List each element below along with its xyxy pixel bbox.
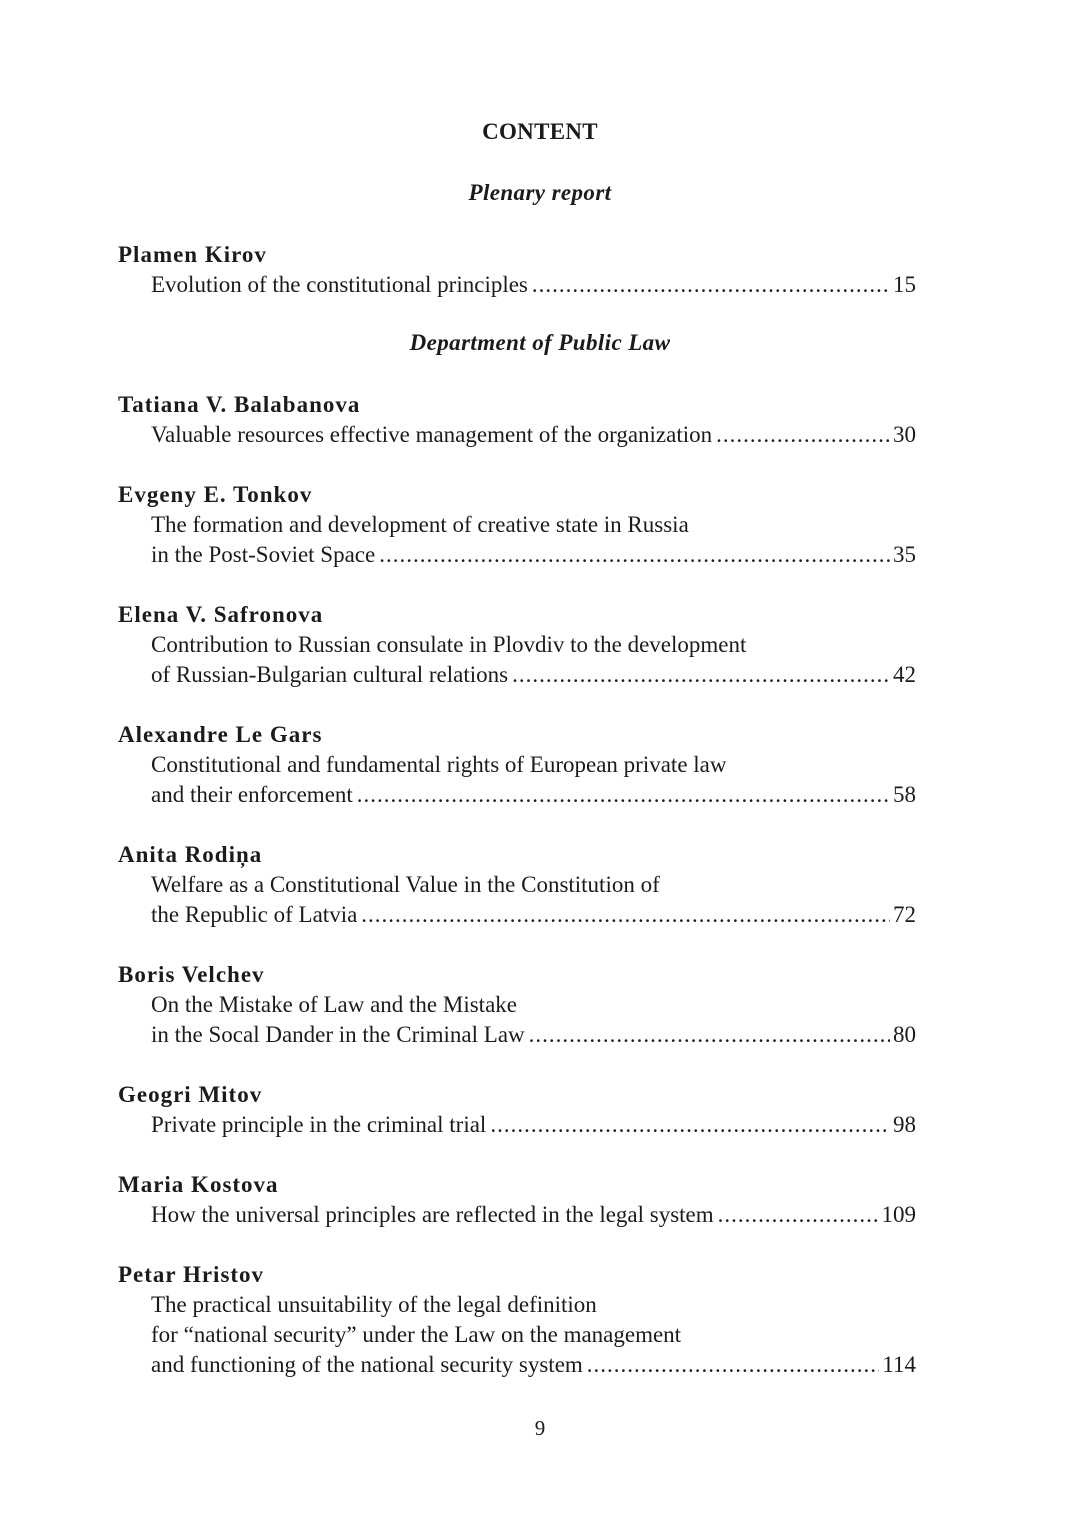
entry-title-line: The practical unsuitability of the legal definition xyxy=(151,1292,597,1317)
entry-title-line: Welfare as a Constitutional Value in the Constitution of xyxy=(151,872,660,897)
entry-author: Geogri Mitov xyxy=(118,1082,263,1107)
entry-title-line: for “national security” under the Law on the management xyxy=(151,1322,682,1347)
entry-page-number: 35 xyxy=(893,542,916,567)
entry-author: Anita Rodiņa xyxy=(118,842,263,867)
page-number: 9 xyxy=(534,1416,546,1440)
entry-page-number: 15 xyxy=(893,272,916,297)
page-title: CONTENT xyxy=(482,119,598,144)
toc-entry[interactable] xyxy=(118,600,916,690)
entry-page-number: 58 xyxy=(893,782,916,807)
entry-title-text: the Republic of Latvia xyxy=(151,902,358,927)
entry-title-line: On the Mistake of Law and the Mistake xyxy=(151,992,517,1017)
entry-author: Petar Hristov xyxy=(118,1262,265,1287)
dot-leader xyxy=(490,1110,890,1140)
entry-page-number: 109 xyxy=(881,1202,916,1227)
entry-page-number: 114 xyxy=(882,1352,916,1377)
entry-author: Boris Velchev xyxy=(118,962,265,987)
entry-title-text: of Russian-Bulgarian cultural relations xyxy=(151,662,509,687)
entry-title-line xyxy=(118,900,916,930)
toc-entry[interactable] xyxy=(118,390,916,450)
entry-title-line: The formation and development of creative state in Russia xyxy=(151,512,689,537)
toc-entry[interactable] xyxy=(118,720,916,810)
toc-entry[interactable] xyxy=(118,1260,916,1380)
entry-title-line xyxy=(118,1350,916,1380)
entry-author: Plamen Kirov xyxy=(118,242,267,267)
entry-title-text: in the Socal Dander in the Criminal Law xyxy=(151,1022,525,1047)
dot-leader xyxy=(512,660,890,690)
entry-page-number: 72 xyxy=(893,902,916,927)
entry-title-text: How the universal principles are reflected in the legal system xyxy=(151,1202,714,1227)
toc-entry[interactable] xyxy=(118,840,916,930)
entry-author: Tatiana V. Balabanova xyxy=(118,392,361,417)
toc-entry[interactable] xyxy=(118,480,916,570)
dot-leader xyxy=(716,420,890,450)
section-heading-public-law: Department of Public Law xyxy=(409,330,671,355)
dot-leader xyxy=(529,1020,890,1050)
toc-entry[interactable] xyxy=(118,240,916,300)
entry-title-text: and their enforcement xyxy=(151,782,353,807)
entry-title-line: Contribution to Russian consulate in Plovdiv to the development xyxy=(151,632,747,657)
entry-title-line xyxy=(118,1200,916,1230)
entry-page-number: 30 xyxy=(893,422,916,447)
dot-leader xyxy=(379,540,890,570)
entry-title-line: Constitutional and fundamental rights of European private law xyxy=(151,752,727,777)
entry-page-number: 98 xyxy=(893,1112,916,1137)
entry-title-text: Valuable resources effective management of the organization xyxy=(151,422,713,447)
entry-title-line xyxy=(118,540,916,570)
dot-leader xyxy=(718,1200,879,1230)
toc-entry[interactable] xyxy=(118,1080,916,1140)
entry-author: Elena V. Safronova xyxy=(118,602,324,627)
entry-title-line xyxy=(118,780,916,810)
entry-page-number: 80 xyxy=(893,1022,916,1047)
dot-leader xyxy=(587,1350,880,1380)
entry-title-line xyxy=(118,660,916,690)
entry-title-line xyxy=(118,1110,916,1140)
entry-title-line xyxy=(118,1020,916,1050)
section-heading-plenary: Plenary report xyxy=(468,180,612,205)
entry-title-line xyxy=(118,420,916,450)
entry-author: Evgeny E. Tonkov xyxy=(118,482,313,507)
dot-leader xyxy=(361,900,890,930)
entry-title-text: Private principle in the criminal trial xyxy=(151,1112,487,1137)
toc-entry[interactable] xyxy=(118,1170,916,1230)
entry-title-text: Evolution of the constitutional principles xyxy=(151,272,528,297)
entry-title-text: and functioning of the national security system xyxy=(151,1352,583,1377)
entry-author: Maria Kostova xyxy=(118,1172,279,1197)
dot-leader xyxy=(532,270,890,300)
entry-title-text: in the Post-Soviet Space xyxy=(151,542,376,567)
entry-page-number: 42 xyxy=(893,662,916,687)
toc-entry[interactable] xyxy=(118,960,916,1050)
dot-leader xyxy=(357,780,890,810)
entry-author: Alexandre Le Gars xyxy=(118,722,323,747)
entry-title-line xyxy=(118,270,916,300)
